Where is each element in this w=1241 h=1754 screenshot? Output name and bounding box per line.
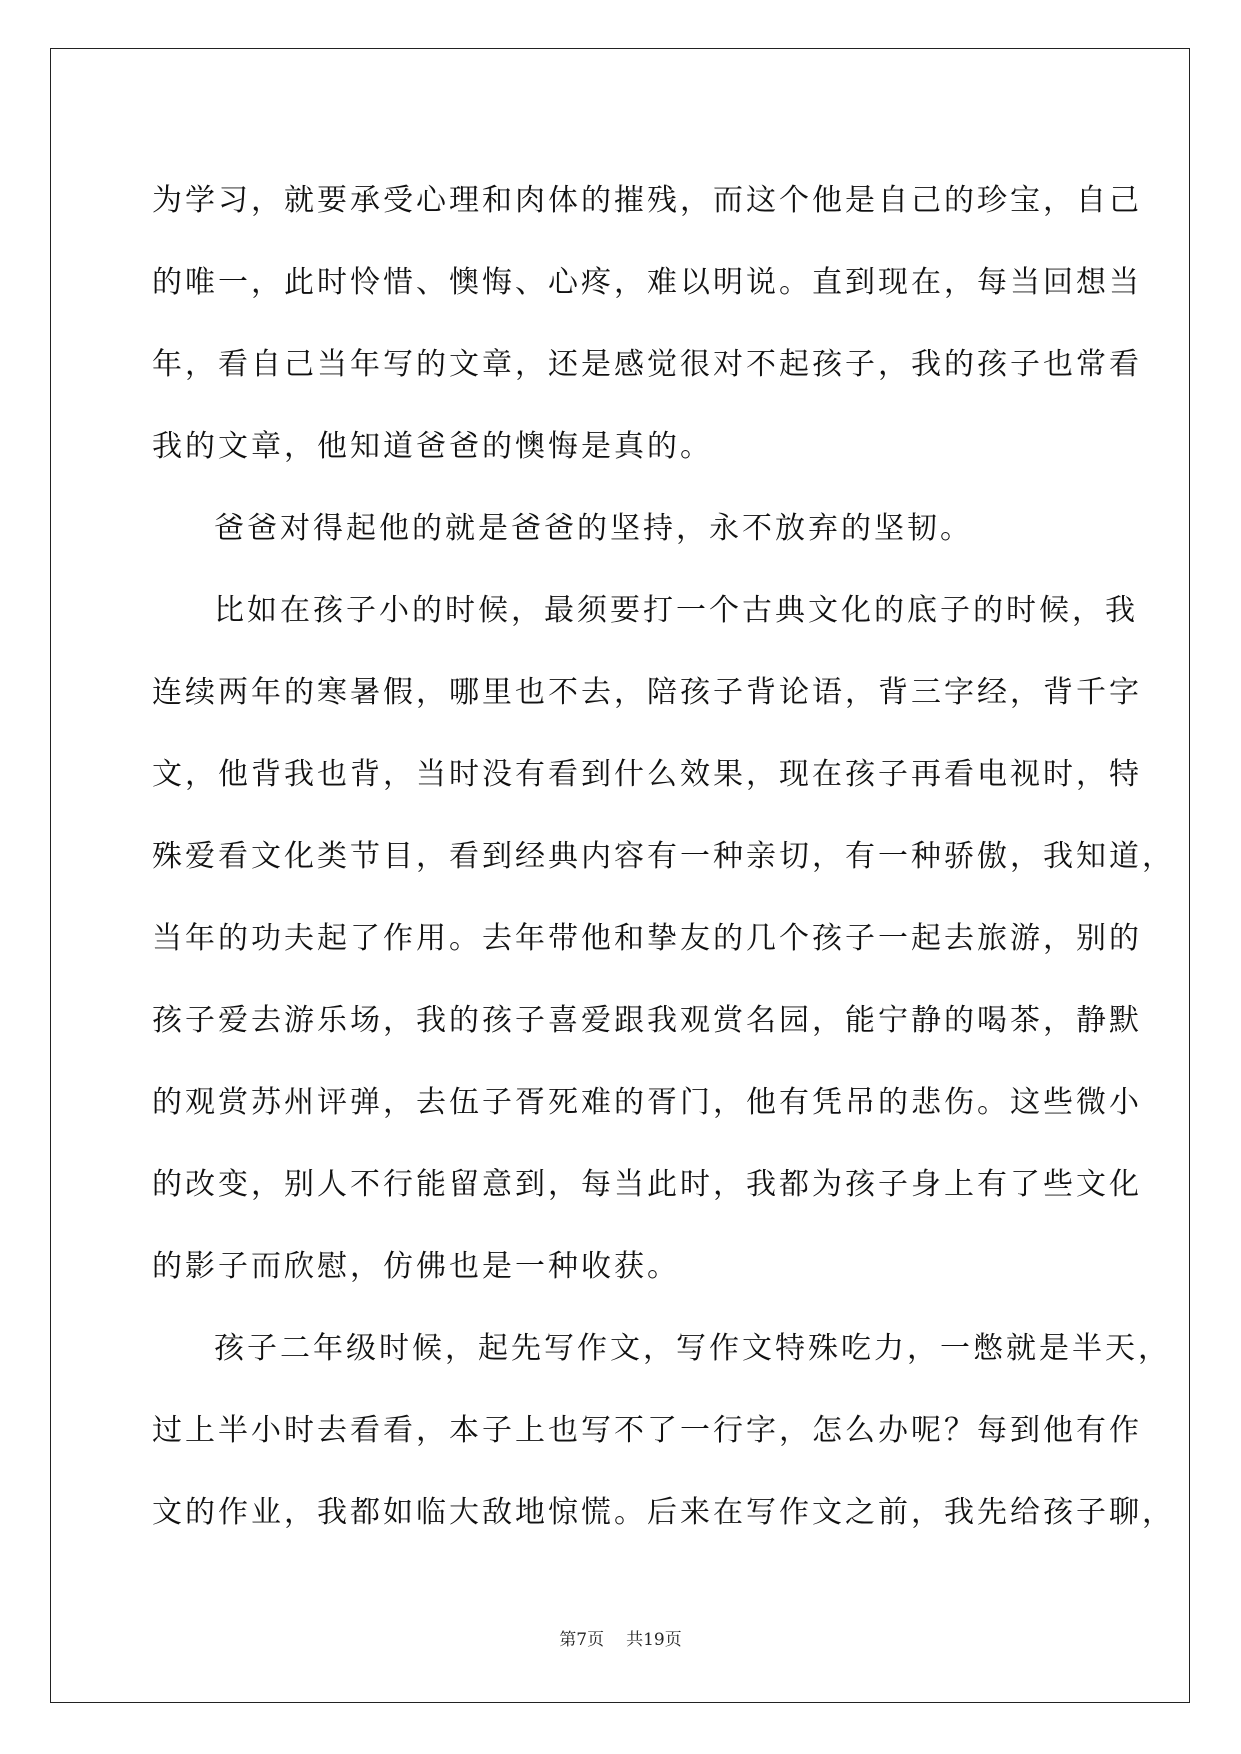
text-line: 过上半小时去看看，本子上也写不了一行字，怎么办呢？每到他有作 (152, 1413, 1142, 1448)
text-line: 的观赏苏州评弹，去伍子胥死难的胥门，他有凭吊的悲伤。这些微小 (152, 1085, 1142, 1120)
text-line: 孩子二年级时候，起先写作文，写作文特殊吃力，一憋就是半天， (214, 1331, 1171, 1366)
text-line: 为学习，就要承受心理和肉体的摧残，而这个他是自己的珍宝，自己 (152, 183, 1142, 218)
text-line: 的影子而欣慰，仿佛也是一种收获。 (152, 1249, 680, 1284)
text-line: 的改变，别人不行能留意到，每当此时，我都为孩子身上有了些文化 (152, 1167, 1142, 1202)
text-line: 年，看自己当年写的文章，还是感觉很对不起孩子，我的孩子也常看 (152, 347, 1142, 382)
text-line: 文的作业，我都如临大敌地惊慌。后来在写作文之前，我先给孩子聊， (152, 1495, 1175, 1530)
text-line: 爸爸对得起他的就是爸爸的坚持，永不放弃的坚韧。 (214, 511, 973, 546)
text-line: 的唯一，此时怜惜、懊悔、心疼，难以明说。直到现在，每当回想当 (152, 265, 1142, 300)
page-total: 共19页 (626, 1630, 682, 1650)
page-footer (0, 1625, 1241, 1650)
text-line: 文，他背我也背，当时没有看到什么效果，现在孩子再看电视时，特 (152, 757, 1142, 792)
text-line: 我的文章，他知道爸爸的懊悔是真的。 (152, 429, 713, 464)
page-number: 第7页 (559, 1630, 605, 1650)
document-body (152, 160, 1175, 1554)
text-line: 比如在孩子小的时候，最须要打一个古典文化的底子的时候，我 (214, 593, 1138, 628)
text-line: 连续两年的寒暑假，哪里也不去，陪孩子背论语，背三字经，背千字 (152, 675, 1142, 710)
text-line: 殊爱看文化类节目，看到经典内容有一种亲切，有一种骄傲，我知道， (152, 839, 1175, 874)
text-line: 孩子爱去游乐场，我的孩子喜爱跟我观赏名园，能宁静的喝茶，静默 (152, 1003, 1142, 1038)
text-line: 当年的功夫起了作用。去年带他和挚友的几个孩子一起去旅游，别的 (152, 921, 1142, 956)
